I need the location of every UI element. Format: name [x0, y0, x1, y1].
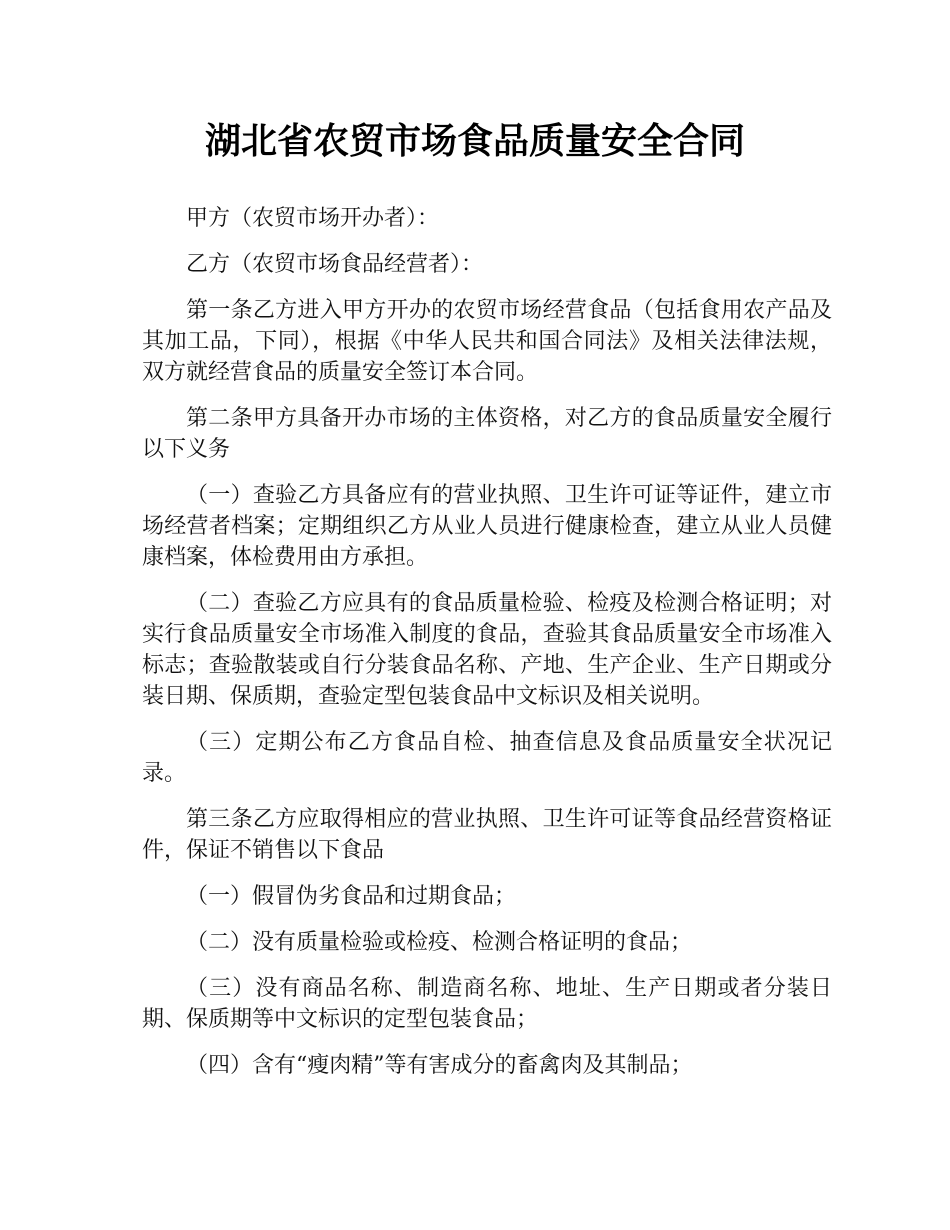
paragraph-article-3-item-1: （一）假冒伪劣食品和过期食品；	[186, 884, 517, 909]
paragraph-article-3-item-2: （二）没有质量检验或检疫、检测合格证明的食品；	[186, 930, 693, 955]
paragraph-article-2-item-1: （一）查验乙方具备应有的营业执照、卫生许可证等证件，建立市场经营者档案；定期组织乙方从业人员进行健康检查，建立从业人员健康档案，体检费用由方承担。	[142, 483, 832, 570]
paragraph-article-1: 第一条乙方进入甲方开办的农贸市场经营食品（包括食用农产品及其加工品，下同），根据《中华人民共和国合同法》及相关法律法规，双方就经营食品的质量安全签订本合同。	[142, 298, 832, 385]
paragraph-article-3-item-3: （三）没有商品名称、制造商名称、地址、生产日期或者分装日期、保质期等中文标识的定型包装食品；	[142, 976, 832, 1032]
document-body	[142, 203, 832, 1096]
document-title: 湖北省农贸市场食品质量安全合同	[204, 121, 745, 162]
paragraph-party-b: 乙方（农贸市场食品经营者）：	[186, 252, 484, 277]
paragraph-article-2-item-2: （二）查验乙方应具有的食品质量检验、检疫及检测合格证明；对实行食品质量安全市场准入制度的食品，查验其食品质量安全市场准入标志；查验散装或自行分装食品名称、产地、生产企业、生产日期或分装日期、保质期，查验定型包装食品中文标识及相关说明。	[142, 591, 832, 709]
paragraph-article-2-item-3: （三）定期公布乙方食品自检、抽查信息及食品质量安全状况记录。	[142, 730, 832, 786]
paragraph-article-3: 第三条乙方应取得相应的营业执照、卫生许可证等食品经营资格证件，保证不销售以下食品	[142, 807, 832, 863]
paragraph-article-3-item-4: （四）含有“瘦肉精”等有害成分的畜禽肉及其制品；	[186, 1053, 693, 1078]
paragraph-party-a: 甲方（农贸市场开办者）：	[186, 206, 440, 231]
paragraph-article-2: 第二条甲方具备开办市场的主体资格，对乙方的食品质量安全履行以下义务	[142, 406, 832, 462]
